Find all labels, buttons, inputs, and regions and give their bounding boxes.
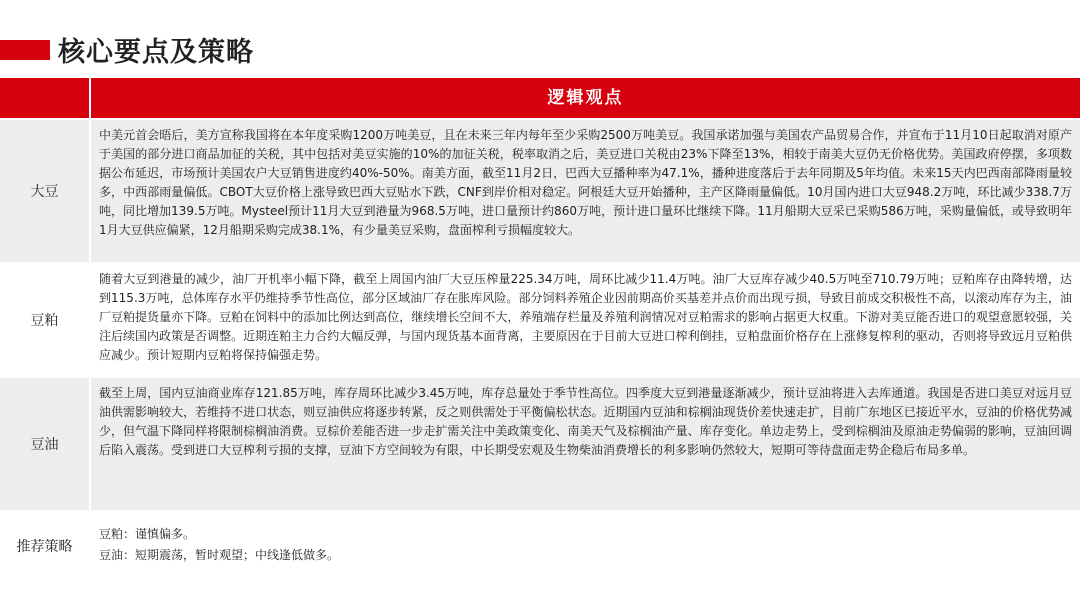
row-content: 截至上周，国内豆油商业库存121.85万吨，库存周环比减少3.45万吨，库存总量处于季节性高位。四季度大豆到港量逐渐减少，预计豆油将进入去库通道。我国是否进口美豆对远月豆油供需影响较大，若维持不进口状态，则豆油供应将逐步转紧，反之则供需处于平衡偏松状态。近期国内豆油和棕榈油现货价差快速走扩，目前广东地区已接近平水，豆油的价格优势减少，但气温下降同样将限制棕榈油消费。豆棕价差能否进一步走扩需关注中美政策变化、南美天气及棕榈油产量、库存变化。单边走势上，受到棕榈油及原油走势偏弱的影响，豆油回调后陷入震荡。受到进口大豆榨利亏损的支撑，豆油下方空间较为有限，中长期受宏观及生物柴油消费增长的利多影响仍然较大，短期可等待盘面走势企稳后布局多单。 (91, 378, 1080, 510)
row-content: 中美元首会晤后，美方宣称我国将在本年度采购1200万吨美豆，且在未来三年内每年至少采购2500万吨美豆。我国承诺加强与美国农产品贸易合作，并宣布于11月10日起取消对原产于美国的部分进口商品加征的关税，其中包括对美豆实施的10%的加征关税，税率取消之后，美豆进口关税由23%下降至13%，相较于南美大豆仍无价格优势。美国政府停摆，多项数据公布延迟，市场预计美国农户大豆销售进度约40%-50%。南美方面，截至11月2日，巴西大豆播种率为47.1%，播种进度落后于去年同期及5年均值。未来15天内巴西南部降雨量较多，中西部雨量偏低。CBOT大豆价格上涨导致巴西大豆贴水下跌，CNF到岸价相对稳定。阿根廷大豆开始播种，主产区降雨量偏低。10月国内进口大豆948.2万吨，环比减少338.7万吨，同比增加139.5万吨。Mysteel预计11月大豆到港量为968.5万吨，进口量预计约860万吨，预计进口量环比继续下降。11月船期大豆采已采购586万吨，采购量偏低，或导致明年1月大豆供应偏紧，12月船期采购完成38.1%，有少量美豆采购，盘面榨利亏损幅度较大。 (91, 120, 1080, 262)
strategy-line-soymeal: 豆粕：谨慎偏多。 (99, 527, 196, 541)
slide-title: 核心要点及策略 (58, 37, 254, 68)
header-left-cell (0, 78, 89, 118)
row-label: 豆粕 (0, 264, 89, 376)
strategy-line-soyoil: 豆油：短期震荡，暂时观望；中线逢低做多。 (99, 548, 340, 562)
table-row-soymeal (0, 264, 1080, 376)
row-content: 随着大豆到港量的减少，油厂开机率小幅下降，截至上周国内油厂大豆压榨量225.34万吨，周环比减少11.4万吨。油厂大豆库存减少40.5万吨至710.79万吨；豆粕库存由降转增，达到115.3万吨，总体库存水平仍维持季节性高位，部分区域油厂存在胀库风险。部分饲料养殖企业因前期高价买基差并点价而出现亏损，导致目前成交积极性不高，以滚动库存为主，油厂豆粕提货量亦下降。豆粕在饲料中的添加比例达到高位，继续增长空间不大，养殖端存栏量及养殖利润情况对豆粕需求的影响占据更大权重。下游对美豆能否进口的观望意愿较强，关注后续国内政策是否调整。近期连粕主力合约大幅反弹，与国内现货基本面背离，主要原因在于目前大豆进口榨利倒挂，豆粕盘面价格存在上涨修复榨利的驱动，否则将导致远月豆粕供应减少。预计短期内豆粕将保持偏强走势。 (91, 264, 1080, 376)
title-accent-bar (0, 40, 50, 60)
row-label: 大豆 (0, 120, 89, 262)
table-row-soyoil (0, 378, 1080, 510)
table-row-soybean (0, 120, 1080, 262)
strategy-content (91, 514, 1080, 578)
row-label: 豆油 (0, 378, 89, 510)
table-row-strategy (0, 514, 1080, 578)
table-header (0, 78, 1080, 118)
strategy-label: 推荐策略 (0, 514, 89, 578)
title-bar (0, 28, 1080, 74)
header-title: 逻辑观点 (91, 78, 1080, 118)
